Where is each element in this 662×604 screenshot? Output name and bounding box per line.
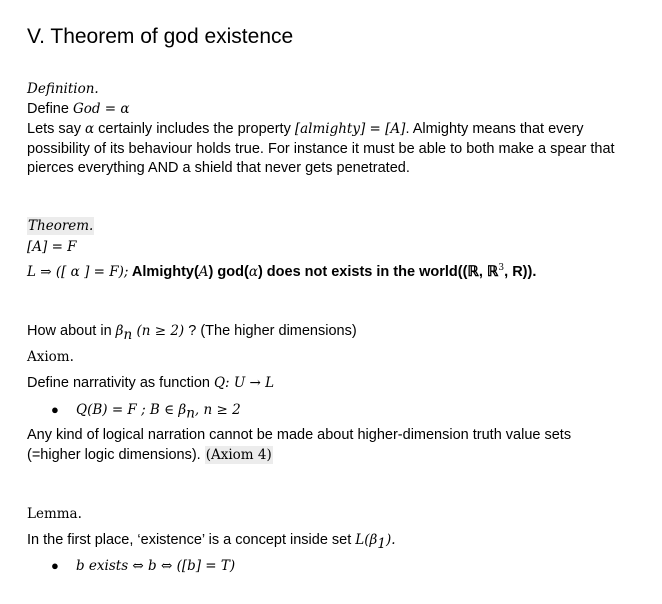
bullet-1-subscript: n — [186, 405, 195, 422]
any-kind-line-2-text: (=higher logic dimensions). — [27, 447, 205, 463]
definition-line-3: pierces everything AND a shield that never gets penetrated. — [27, 160, 410, 176]
axiom-reference: (Axiom 4) — [205, 447, 272, 463]
definition-heading-text: Definition. — [27, 81, 99, 97]
narrativity-expression: Q: U → L — [213, 375, 275, 391]
define-god-line — [27, 99, 130, 119]
lemma-heading-text: Lemma. — [27, 506, 82, 522]
page-title: V. Theorem of god existence — [27, 25, 294, 48]
almighty-text: . Almighty means that every — [405, 121, 584, 137]
define-prefix: Define — [27, 101, 73, 117]
bullet-2-expression: b exists ⇔ b ⇔ ([b] = T) — [76, 558, 236, 574]
dimension-condition: (n ≥ 2) — [132, 323, 185, 339]
first-place-subscript: 1 — [377, 535, 386, 552]
narrativity-line — [27, 373, 274, 393]
axiom-heading-text: Axiom. — [27, 349, 74, 365]
almighty-label: Almighty( — [128, 264, 199, 280]
not-exists-tail: , R)). — [504, 264, 537, 280]
theorem-line-1 — [27, 237, 77, 257]
any-kind-line-2 — [27, 445, 273, 465]
bullet-item-2 — [76, 556, 235, 576]
narrativity-prefix: Define narrativity as function — [27, 375, 214, 391]
first-place-expression-end: ). — [385, 532, 396, 548]
certainly-text: certainly includes the property — [94, 121, 295, 137]
bullet-1-tail: , n ≥ 2 — [194, 402, 241, 418]
first-place-line — [27, 530, 396, 550]
first-place-expression: L(β — [355, 532, 378, 548]
theorem-expression-2: L ⇒ ([ α ] = F); — [27, 264, 129, 280]
bullet-1-expression: Q(B) = F ; B ∈ β — [76, 402, 187, 418]
theorem-heading-text: Theorem. — [28, 218, 94, 234]
first-place-prefix: In the first place, ‘existence’ is a concept inside set — [27, 532, 356, 548]
how-about-prefix: How about in — [27, 323, 116, 339]
not-exists-text: ) does not exists in the world((ℝ, ℝ — [257, 264, 499, 280]
definition-heading — [27, 79, 99, 99]
lemma-heading — [27, 504, 82, 524]
definition-line-2: possibility of its behaviour holds true. For instance it must be able to both make a spear that — [27, 141, 615, 157]
god-arg: α — [248, 264, 258, 280]
how-about-line — [27, 321, 357, 341]
beta-symbol: β — [115, 323, 124, 339]
bullet-dot-1: ● — [51, 402, 59, 417]
almighty-arg: A — [198, 264, 209, 280]
god-label: ) god( — [208, 264, 249, 280]
r3-superscript: 3 — [498, 263, 505, 274]
lets-say-line — [27, 119, 584, 139]
axiom-heading — [27, 347, 74, 367]
theorem-heading — [27, 216, 94, 236]
bullet-dot-2: ● — [51, 558, 59, 573]
property-expression: [almighty] = [A] — [294, 121, 406, 137]
beta-subscript: n — [123, 326, 133, 343]
theorem-line-2 — [27, 262, 536, 282]
god-expression: God = α — [72, 101, 130, 117]
alpha-symbol: α — [85, 121, 95, 137]
how-about-suffix: ? (The higher dimensions) — [184, 323, 357, 339]
any-kind-line-1: Any kind of logical narration cannot be made about higher-dimension truth value sets — [27, 427, 572, 443]
theorem-expression-1: [A] = F — [27, 239, 77, 255]
lets-say-prefix: Lets say — [27, 121, 86, 137]
bullet-item-1 — [76, 400, 241, 420]
